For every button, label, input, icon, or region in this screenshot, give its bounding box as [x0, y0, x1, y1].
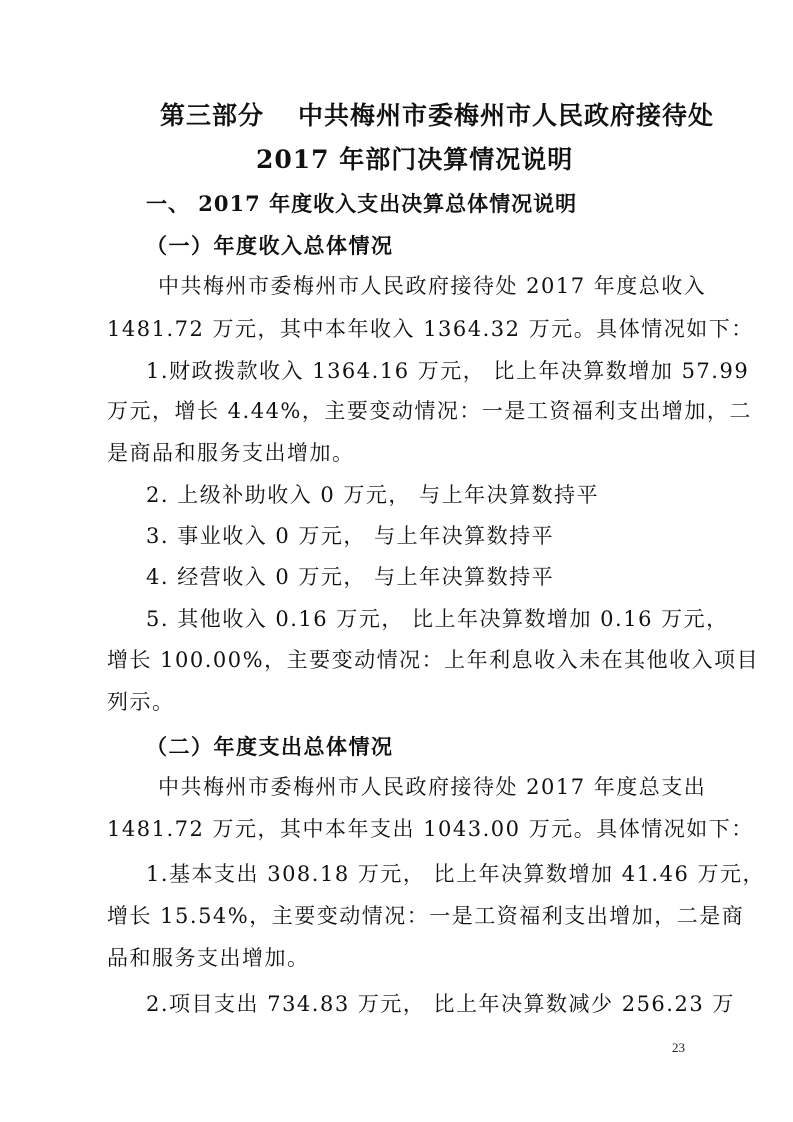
income-item-line: 是商品和服务支出增加。: [107, 441, 355, 465]
income-item-line: 4. 经营收入 0 万元， 与上年决算数持平: [146, 565, 555, 589]
expenditure-item-line: 2.项目支出 734.83 万元， 比上年决算数减少 256.23 万: [146, 992, 735, 1016]
income-item-line: 增长 100.00%，主要变动情况：上年利息收入未在其他收入项目: [107, 648, 760, 672]
income-intro-line: 1481.72 万元，其中本年收入 1364.32 万元。具体情况如下：: [107, 317, 754, 341]
expenditure-intro-line: 1481.72 万元，其中本年支出 1043.00 万元。具体情况如下：: [107, 817, 754, 841]
section-heading: 一、 2017 年度收入支出决算总体情况说明: [146, 191, 578, 216]
income-intro-line: 中共梅州市委梅州市人民政府接待处 2017 年度总收入: [158, 274, 707, 298]
income-heading: （一）年度收入总体情况: [146, 233, 394, 258]
title-part-label: 第三部分: [160, 101, 265, 130]
income-item-line: 1.财政拨款收入 1364.16 万元， 比上年决算数增加 57.99: [146, 359, 750, 383]
income-item-line: 列示。: [107, 690, 175, 714]
title-year-line: 2017 年部门决算情况说明: [256, 145, 574, 174]
expenditure-item-line: 1.基本支出 308.18 万元， 比上年决算数增加 41.46 万元，: [146, 862, 766, 886]
expenditure-item-line: 品和服务支出增加。: [107, 946, 310, 970]
title-organization: 中共梅州市委梅州市人民政府接待处: [298, 101, 715, 130]
expenditure-item-line: 增长 15.54%，主要变动情况：一是工资福利支出增加，二是商: [107, 904, 745, 928]
income-item-line: 2. 上级补助收入 0 万元， 与上年决算数持平: [146, 483, 600, 507]
expenditure-heading: （二）年度支出总体情况: [146, 734, 394, 759]
income-item-line: 5. 其他收入 0.16 万元， 比上年决算数增加 0.16 万元，: [146, 607, 729, 631]
page-number: 23: [672, 1040, 685, 1055]
expenditure-intro-line: 中共梅州市委梅州市人民政府接待处 2017 年度总支出: [158, 775, 707, 799]
income-item-line: 万元，增长 4.44%，主要变动情况：一是工资福利支出增加，二: [107, 399, 752, 423]
income-item-line: 3. 事业收入 0 万元， 与上年决算数持平: [146, 524, 555, 548]
